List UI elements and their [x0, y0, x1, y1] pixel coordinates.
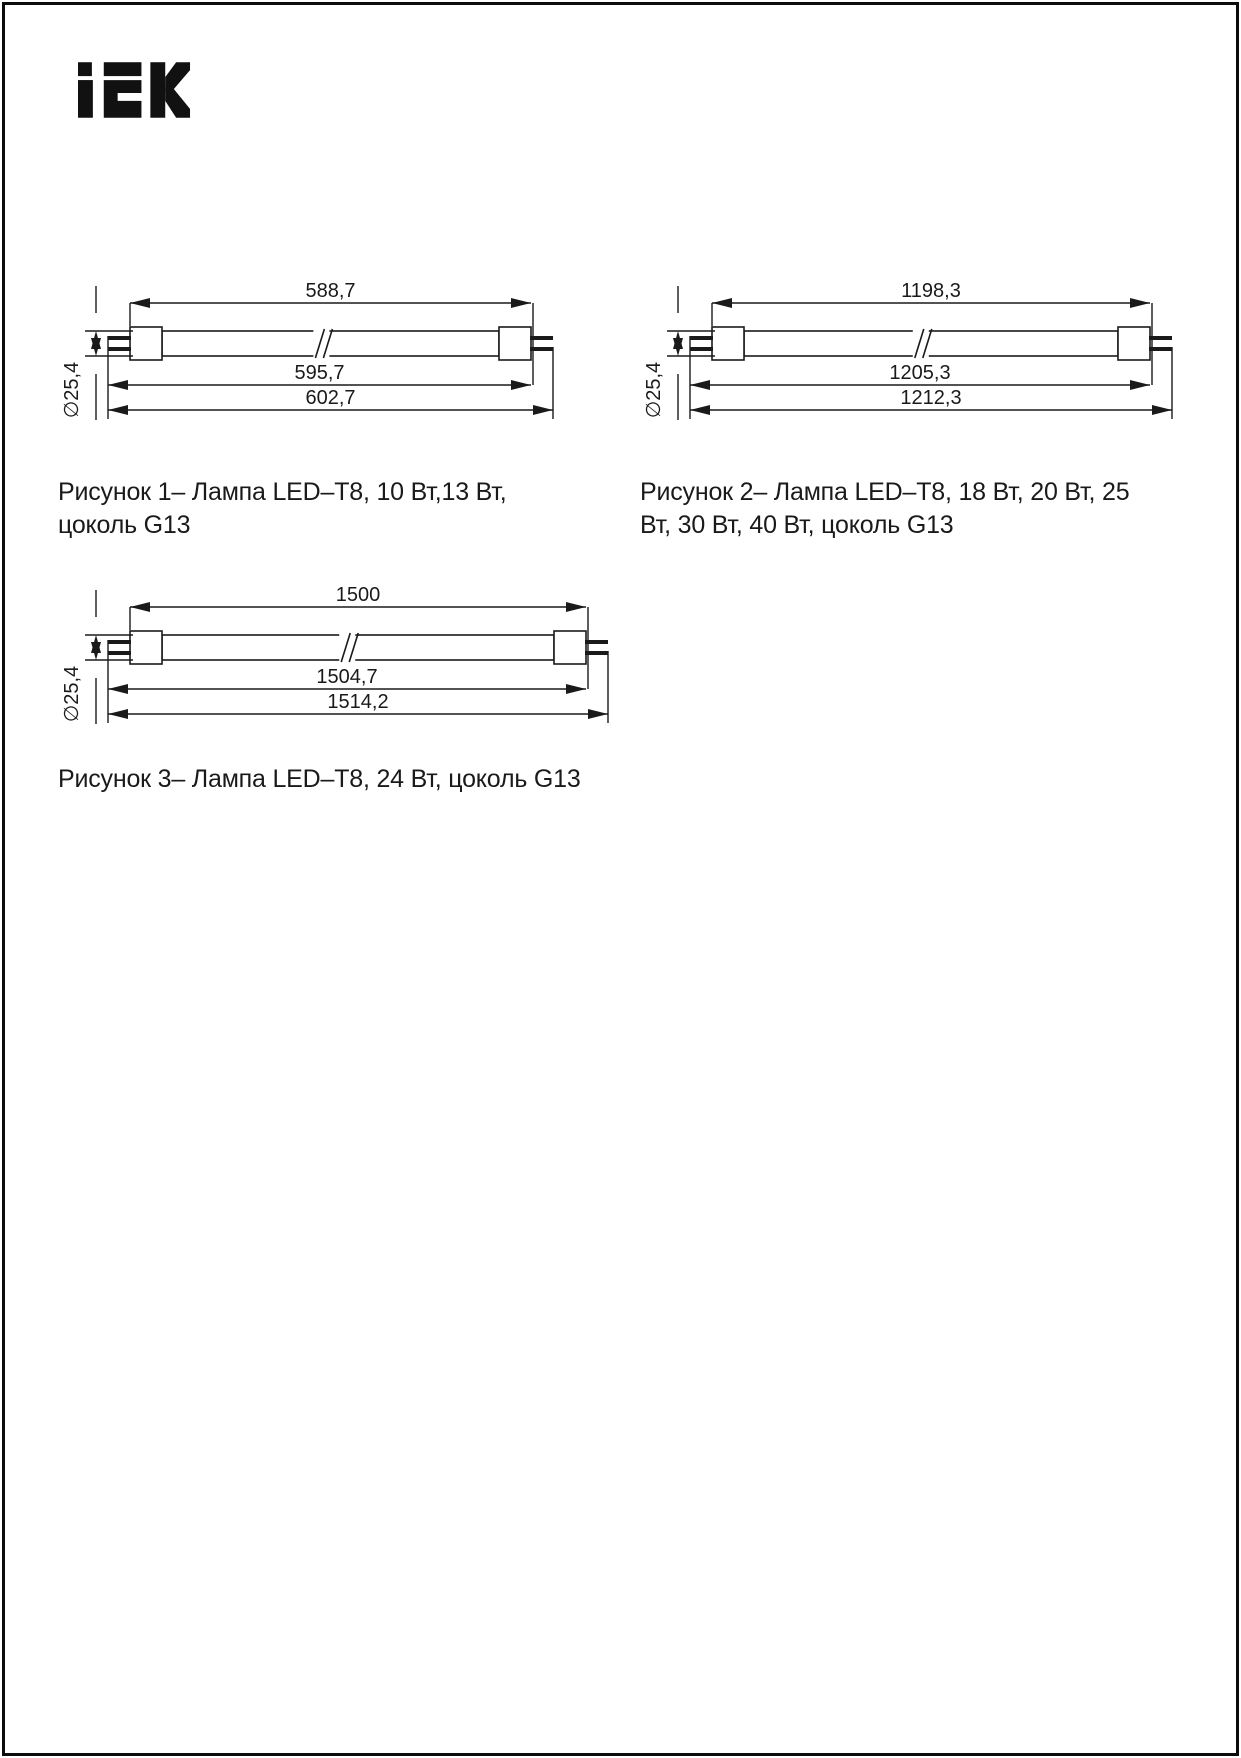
logo-e-body [104, 80, 142, 118]
tube-body [744, 331, 1118, 356]
logo-i-dot [78, 62, 92, 76]
iek-logo [78, 57, 192, 118]
end-cap-left [130, 631, 162, 664]
diameter-label: ∅25,4 [61, 361, 83, 419]
logo-e-top-bar [104, 62, 142, 76]
end-cap-right [554, 631, 586, 664]
end-cap-right [1118, 327, 1150, 360]
lamp-drawing-3 [58, 582, 620, 747]
lamp-drawing-1 [58, 278, 565, 443]
dimension-label: 595,7 [294, 362, 345, 384]
logo-k-upper-arm [165, 62, 190, 91]
dimension-label: 1205,3 [889, 362, 951, 384]
logo-i-stem [78, 80, 93, 118]
page-border [2, 2, 1239, 1756]
figure-1 [58, 278, 578, 542]
diameter-label: ∅25,4 [61, 665, 83, 723]
end-cap-left [130, 327, 162, 360]
dimension-label: 602,7 [305, 387, 356, 409]
figure-1-caption: Рисунок 1– Лампа LED–T8, 10 Вт,13 Вт, цоколь G13 [58, 478, 507, 539]
logo-k-lower-arm [165, 87, 190, 118]
figure-3-caption: Рисунок 3– Лампа LED–T8, 24 Вт, цоколь G13 [58, 765, 581, 793]
lamp-drawing-2 [640, 278, 1184, 443]
dimension-label: 588,7 [305, 280, 356, 302]
end-cap-right [499, 327, 531, 360]
figure-2-caption: Рисунок 2– Лампа LED–T8, 18 Вт, 20 Вт, 25 Вт, 30 Вт, 40 Вт, цоколь G13 [640, 478, 1130, 539]
figure-2 [640, 278, 1200, 542]
dimension-label: 1500 [335, 584, 381, 606]
dimension-label: 1212,3 [900, 387, 962, 409]
logo-k-stem [150, 62, 165, 118]
diameter-label: ∅25,4 [643, 361, 665, 419]
figure-3 [58, 582, 638, 796]
tube-body [162, 635, 554, 660]
end-cap-left [712, 327, 744, 360]
dimension-label: 1198,3 [901, 280, 961, 302]
dimension-label: 1514,2 [327, 691, 389, 713]
dimension-label: 1504,7 [316, 666, 378, 688]
